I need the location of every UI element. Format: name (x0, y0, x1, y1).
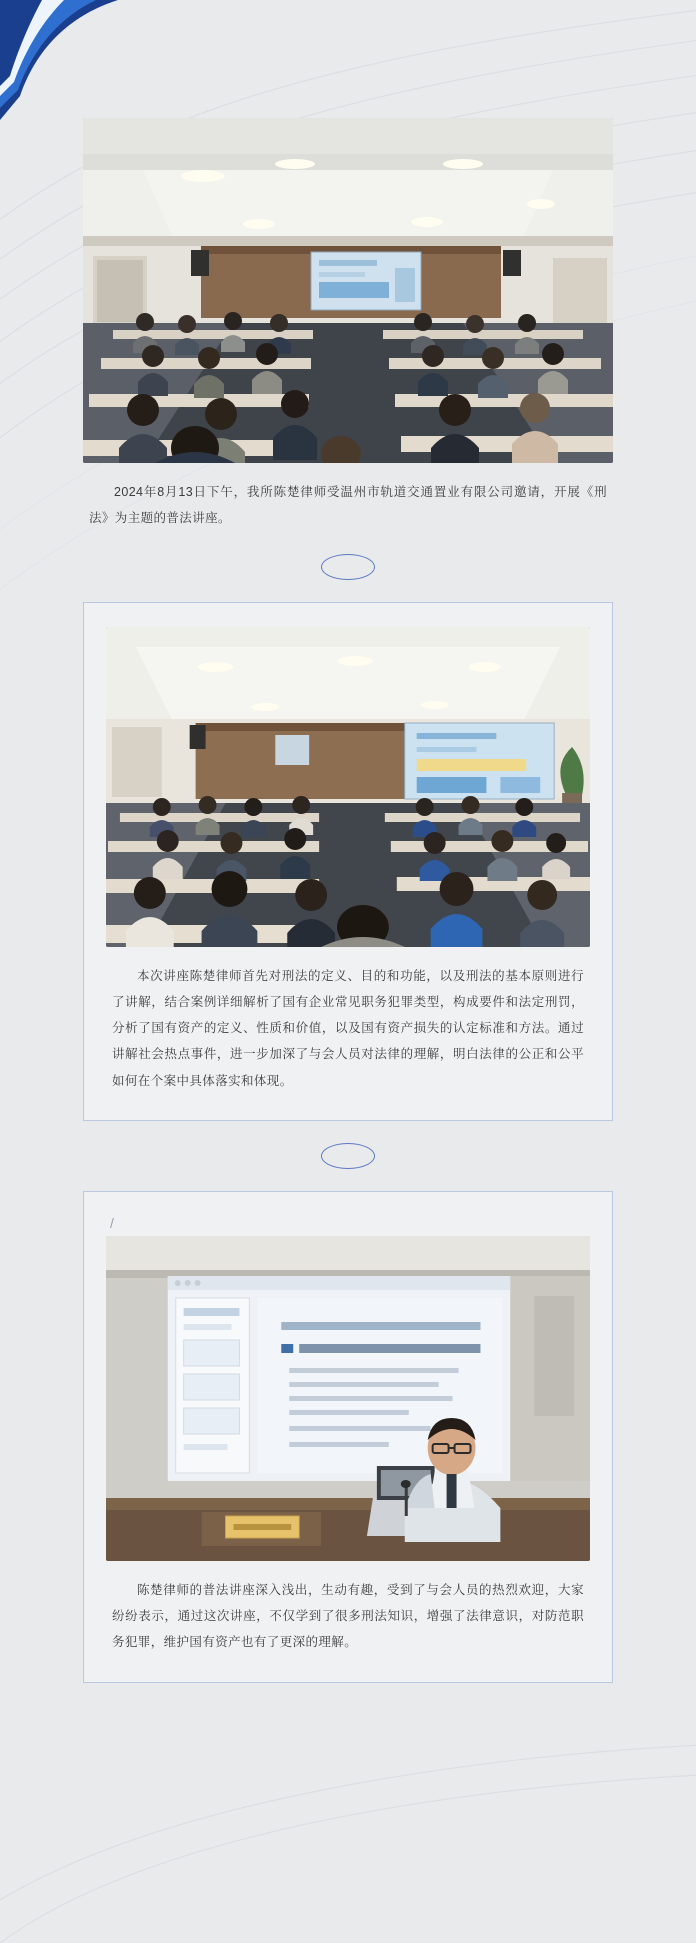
slash-mark: / (110, 1214, 114, 1231)
divider-ellipse-icon (321, 1143, 375, 1169)
divider-ellipse-icon (321, 554, 375, 580)
section-3-caption: 陈楚律师的普法讲座深入浅出，生动有趣，受到了与会人员的热烈欢迎，大家纷纷表示，通过这次讲座，不仅学到了很多刑法知识，增强了法律意识，对防范职务犯罪，维护国有资产也有了更深的理解。 (112, 1582, 584, 1650)
section-1-caption: 2024年8月13日下午，我所陈楚律师受温州市轨道交通置业有限公司邀请，开展《刑法》为主题的普法讲座。 (89, 485, 607, 526)
bottom-spacer (0, 1683, 696, 1709)
speaker-at-podium-photo (106, 1236, 590, 1561)
section-1 (83, 118, 613, 532)
lecture-hall-wide-photo (83, 118, 613, 463)
section-divider-2 (0, 1121, 696, 1191)
section-divider-1 (0, 532, 696, 602)
section-2-caption: 本次讲座陈楚律师首先对刑法的定义、目的和功能，以及刑法的基本原则进行了讲解，结合案例详细解析了国有企业常见职务犯罪类型，构成要件和法定刑罚，分析了国有资产的定义、性质和价值，以及国有资产损失的认定标准和方法。通过讲解社会热点事件，进一步加深了与会人员对法律的理解，明白法律的公正和公平如何在个案中具体落实和体现。 (112, 968, 584, 1088)
section-2 (83, 602, 613, 1121)
top-spacer (0, 0, 696, 118)
lecture-hall-audience-photo (106, 627, 590, 947)
section-3 (83, 1191, 613, 1683)
